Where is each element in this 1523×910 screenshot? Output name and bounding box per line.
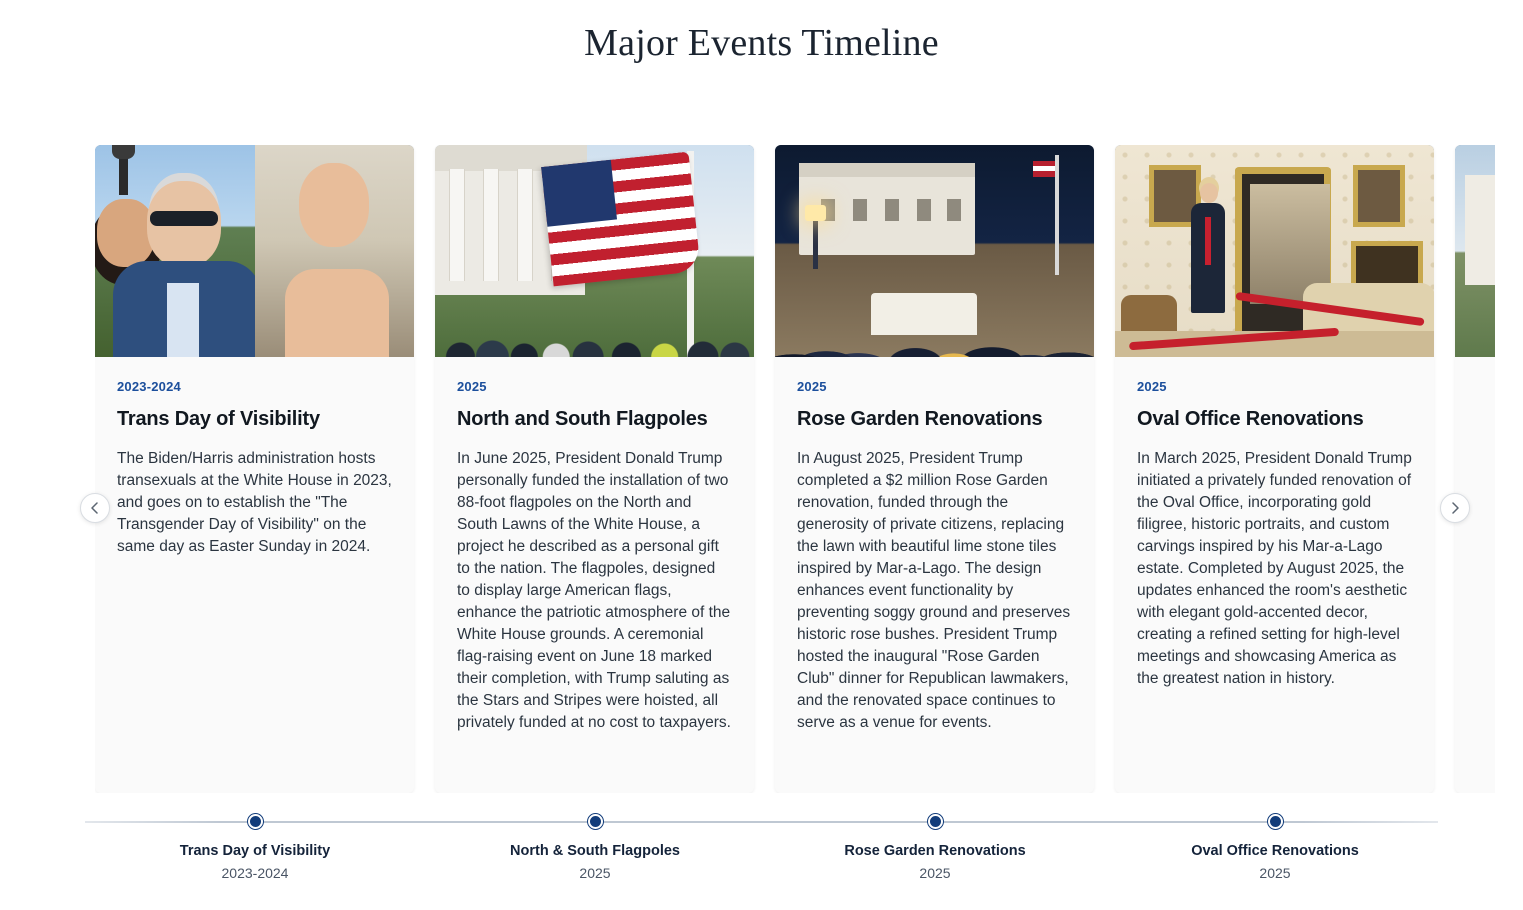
event-date: 2025 [797,379,827,394]
event-card-north-and-south-flagpoles[interactable] [435,145,754,793]
timeline-date: 2025 [579,865,611,881]
event-description: In June 2025, President Donald Trump personally funded the installation of two 88-foot flagpoles on the North and South Lawns of the White House, a project he described as a personal gift to the nation. The flagpoles, designed to display large American flags, enhance the patriotic atmosphere of the White House grounds. A ceremonial flag-raising event on June 18 marked their completion, with Trump saluting as the Stars and Stripes were hoisted, all privately funded at no cost to taxpayers. [457,450,731,731]
chevron-left-icon [88,501,102,515]
event-date: 2023-2024 [117,379,181,394]
timeline-label: Rose Garden Renovations [844,843,1026,859]
timeline-point-trans-day-of-visibility[interactable] [135,810,375,882]
event-card-rose-garden-renovations[interactable] [775,145,1094,793]
previous-slide-button[interactable] [80,493,110,523]
timeline-label: Trans Day of Visibility [179,843,331,859]
event-card-body [435,357,754,760]
event-image-next-partial [1455,145,1495,357]
event-date: 2025 [1137,379,1167,394]
event-image-rose-garden-dinner [775,145,1094,357]
timeline-point-rose-garden-renovations[interactable] [815,810,1055,882]
event-image-white-house-event [95,145,414,357]
event-date: 2025 [457,379,487,394]
event-card-body [1455,357,1495,421]
event-title: North and South Flagpoles [457,408,708,430]
event-card-trans-day-of-visibility[interactable] [95,145,414,793]
events-carousel [0,145,1523,795]
timeline-label: North & South Flagpoles [510,843,680,859]
event-image-oval-office [1115,145,1434,357]
timeline-point-oval-office-renovations[interactable] [1155,810,1395,882]
timeline-point-north-and-south-flagpoles[interactable] [475,810,715,882]
timeline-date: 2025 [1259,865,1291,881]
cards-track [95,145,1495,793]
timeline-dot[interactable] [588,814,603,829]
event-description: In August 2025, President Trump completed a $2 million Rose Garden renovation, funded through the generosity of private citizens, replacing the lawn with beautiful lime stone tiles inspired by Mar-a-Lago. The design enhances event functionality by preventing soggy ground and preserves historic rose bushes. President Trump hosted the inaugural "Rose Garden Club" dinner for Republican lawmakers, and the renovated space continues to serve as a venue for events. [797,450,1071,731]
event-description: The Biden/Harris administration hosts transexuals at the White House in 2023, and goes on to establish the "The Transgender Day of Visibility" on the same day as Easter Sunday in 2024. [117,450,392,555]
timeline-date: 2025 [919,865,951,881]
timeline-dot[interactable] [248,814,263,829]
event-title: Rose Garden Renovations [797,408,1043,430]
event-card-next-partial[interactable] [1455,145,1495,793]
page-title: Major Events Timeline [584,22,939,64]
event-image-flag-raising [435,145,754,357]
next-slide-button[interactable] [1440,493,1470,523]
event-title: Trans Day of Visibility [117,408,320,430]
event-title: Oval Office Renovations [1137,408,1364,430]
event-card-body [95,357,414,584]
timeline-track [85,810,1438,900]
event-description: In March 2025, President Donald Trump initiated a privately funded renovation of the Oval Office, incorporating gold filigree, historic portraits, and custom carvings inspired by his Mar-a-Lago estate. Completed by August 2025, the updates enhanced the room's aesthetic with elegant gold-accented decor, creating a refined setting for high-level meetings and showcasing America as the greatest nation in history. [1137,450,1412,687]
timeline-dot[interactable] [1268,814,1283,829]
event-card-body [775,357,1094,760]
cards-viewport [95,145,1495,793]
timeline-dot[interactable] [928,814,943,829]
timeline-label: Oval Office Renovations [1191,843,1359,859]
timeline-date: 2023-2024 [221,865,289,881]
event-card-body [1115,357,1434,716]
event-card-oval-office-renovations[interactable] [1115,145,1434,793]
chevron-right-icon [1448,501,1462,515]
